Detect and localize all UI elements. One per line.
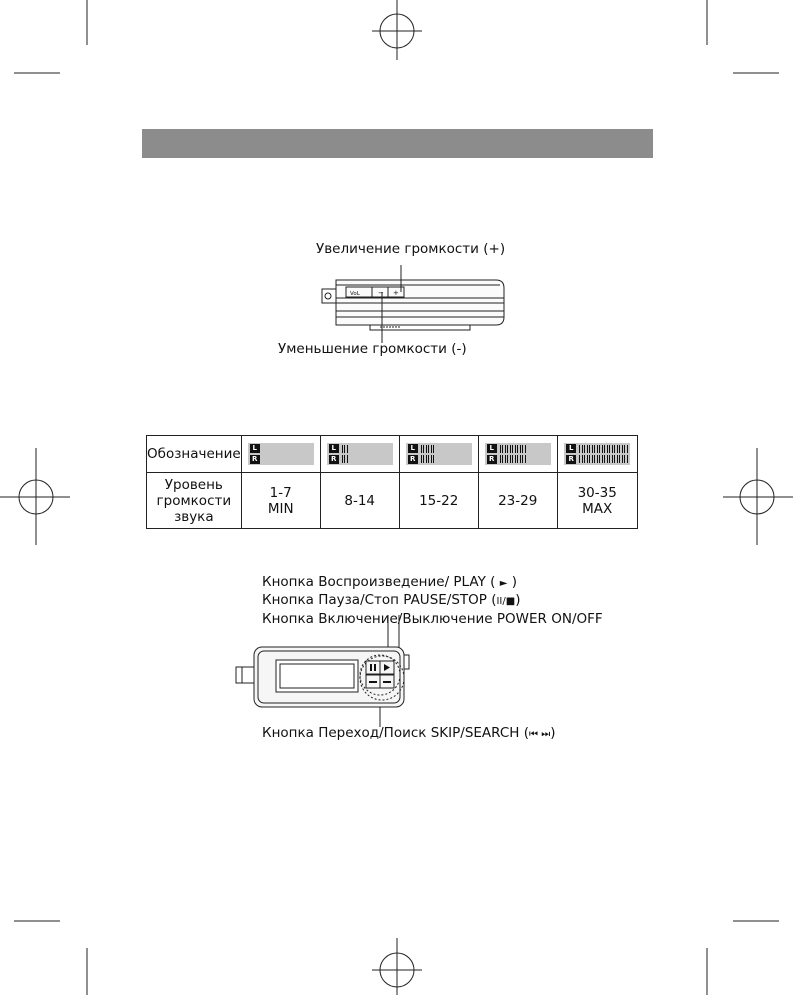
meter-bar: [431, 455, 432, 463]
meter-bar: [604, 455, 605, 463]
meter-bar: [510, 455, 511, 463]
volume-meter-icon: [327, 443, 393, 465]
pause-button-label: Кнопка Пауза/Стоп PAUSE/STOP (II/■): [262, 592, 521, 608]
meter-bar: [431, 445, 432, 453]
meter-bar: [342, 445, 343, 453]
meter-bar: [347, 445, 348, 453]
volume-meter-icon: [564, 443, 630, 465]
meter-bar: [347, 455, 348, 463]
meter-cell: [320, 436, 399, 473]
level-range: 8-14: [344, 492, 375, 509]
meter-bar: [609, 455, 610, 463]
meter-bar: [517, 455, 518, 463]
meter-bar: [525, 455, 526, 463]
meter-cell: [241, 436, 320, 473]
meter-bar: [597, 445, 598, 453]
meter-bar: [423, 445, 424, 453]
volume-meter-icon: [248, 443, 314, 465]
row-label-line: звука: [174, 508, 214, 525]
meter-bar: [582, 445, 583, 453]
level-range: 15-22: [419, 492, 459, 509]
meter-bar: [604, 445, 605, 453]
meter-bar: [344, 455, 345, 463]
level-cell: [241, 473, 320, 529]
meter-bar: [500, 445, 501, 453]
row-label-line: Уровень: [164, 476, 223, 493]
meter-bar: [421, 445, 422, 453]
meter-bar: [510, 445, 511, 453]
meter-bar: [599, 445, 600, 453]
meter-bar: [500, 455, 501, 463]
level-note: MIN: [267, 500, 294, 517]
meter-bar: [619, 455, 620, 463]
level-note: MAX: [582, 500, 613, 517]
lr-channel-icon: L R: [408, 444, 418, 464]
meter-bar: [502, 455, 503, 463]
meter-cell: [399, 436, 478, 473]
skip-search-label: Кнопка Переход/Поиск SKIP/SEARCH (⏮ ⏭): [262, 725, 556, 741]
device-minus-text: −: [378, 289, 384, 297]
meter-bar: [428, 455, 429, 463]
player-front-view-drawing: [232, 615, 532, 730]
meter-bar: [515, 445, 516, 453]
meter-bar: [617, 455, 618, 463]
meter-bar: [589, 445, 590, 453]
meter-bar: [587, 455, 588, 463]
meter-bar: [592, 455, 593, 463]
meter-bar: [594, 455, 595, 463]
device-vol-text: VoL: [350, 291, 360, 297]
lr-channel-icon: L R: [566, 444, 576, 464]
volume-down-label: Уменьшение громкости (-): [278, 341, 467, 357]
meter-bar: [622, 445, 623, 453]
meter-bar: [579, 455, 580, 463]
lr-channel-icon: L R: [487, 444, 497, 464]
meter-bar: [505, 445, 506, 453]
meter-bar: [602, 445, 603, 453]
level-range: 23-29: [498, 492, 538, 509]
meter-bar: [607, 455, 608, 463]
meter-bar: [433, 445, 434, 453]
meter-bar: [607, 445, 608, 453]
meter-bar: [522, 445, 523, 453]
table-header-label: Обозначение: [147, 436, 242, 473]
level-cell: [557, 473, 637, 529]
meter-bar: [342, 455, 343, 463]
player-side-view-drawing: [320, 265, 510, 350]
meter-bar: [597, 455, 598, 463]
row-label: [147, 473, 242, 529]
meter-bar: [520, 445, 521, 453]
meter-bar: [512, 445, 513, 453]
meter-bar: [627, 445, 628, 453]
meter-bar: [627, 455, 628, 463]
level-cell: [399, 473, 478, 529]
lr-channel-icon: L R: [329, 444, 339, 464]
meter-bar: [505, 455, 506, 463]
meter-bar: [507, 455, 508, 463]
meter-bar: [421, 455, 422, 463]
meter-bar: [624, 455, 625, 463]
meter-bar: [522, 455, 523, 463]
lr-channel-icon: L R: [250, 444, 260, 464]
meter-bar: [517, 445, 518, 453]
meter-bar: [423, 455, 424, 463]
volume-level-table: [146, 435, 638, 529]
meter-bar: [614, 455, 615, 463]
skip-search-icon: ⏮ ⏭: [529, 729, 551, 740]
volume-meter-icon: [406, 443, 472, 465]
play-icon: ►: [499, 578, 508, 589]
section-header-bar: [142, 129, 653, 158]
meter-bar: [592, 445, 593, 453]
meter-cell: [478, 436, 557, 473]
meter-bar: [433, 455, 434, 463]
meter-bar: [582, 455, 583, 463]
meter-bar: [617, 445, 618, 453]
meter-bar: [622, 455, 623, 463]
meter-bar: [579, 445, 580, 453]
volume-meter-icon: [485, 443, 551, 465]
meter-bar: [589, 455, 590, 463]
level-cell: [478, 473, 557, 529]
device-plus-text: +: [393, 289, 399, 297]
meter-bar: [428, 445, 429, 453]
play-button-label: Кнопка Воспроизведение/ PLAY ( ► ): [262, 574, 517, 590]
meter-bar: [612, 445, 613, 453]
meter-bar: [520, 455, 521, 463]
meter-bar: [507, 445, 508, 453]
meter-bar: [584, 445, 585, 453]
row-label-line: громкости: [156, 492, 232, 509]
meter-bar: [587, 445, 588, 453]
pause-stop-icon: II/■: [496, 596, 516, 607]
meter-bar: [614, 445, 615, 453]
meter-bar: [624, 445, 625, 453]
meter-bar: [502, 445, 503, 453]
meter-bar: [609, 445, 610, 453]
meter-bar: [426, 455, 427, 463]
level-cell: [320, 473, 399, 529]
meter-bar: [512, 455, 513, 463]
meter-bar: [619, 445, 620, 453]
meter-bar: [612, 455, 613, 463]
meter-bar: [344, 445, 345, 453]
volume-up-label: Увеличение громкости (+): [316, 241, 506, 257]
meter-bar: [594, 445, 595, 453]
meter-bar: [515, 455, 516, 463]
meter-bar: [602, 455, 603, 463]
power-button-label: Кнопка Включение/Выключение POWER ON/OFF: [262, 611, 603, 627]
meter-bar: [599, 455, 600, 463]
meter-cell: [557, 436, 637, 473]
meter-bar: [426, 445, 427, 453]
meter-bar: [525, 445, 526, 453]
level-range: 30-35: [577, 484, 617, 501]
level-range: 1-7: [269, 484, 292, 501]
meter-bar: [584, 455, 585, 463]
